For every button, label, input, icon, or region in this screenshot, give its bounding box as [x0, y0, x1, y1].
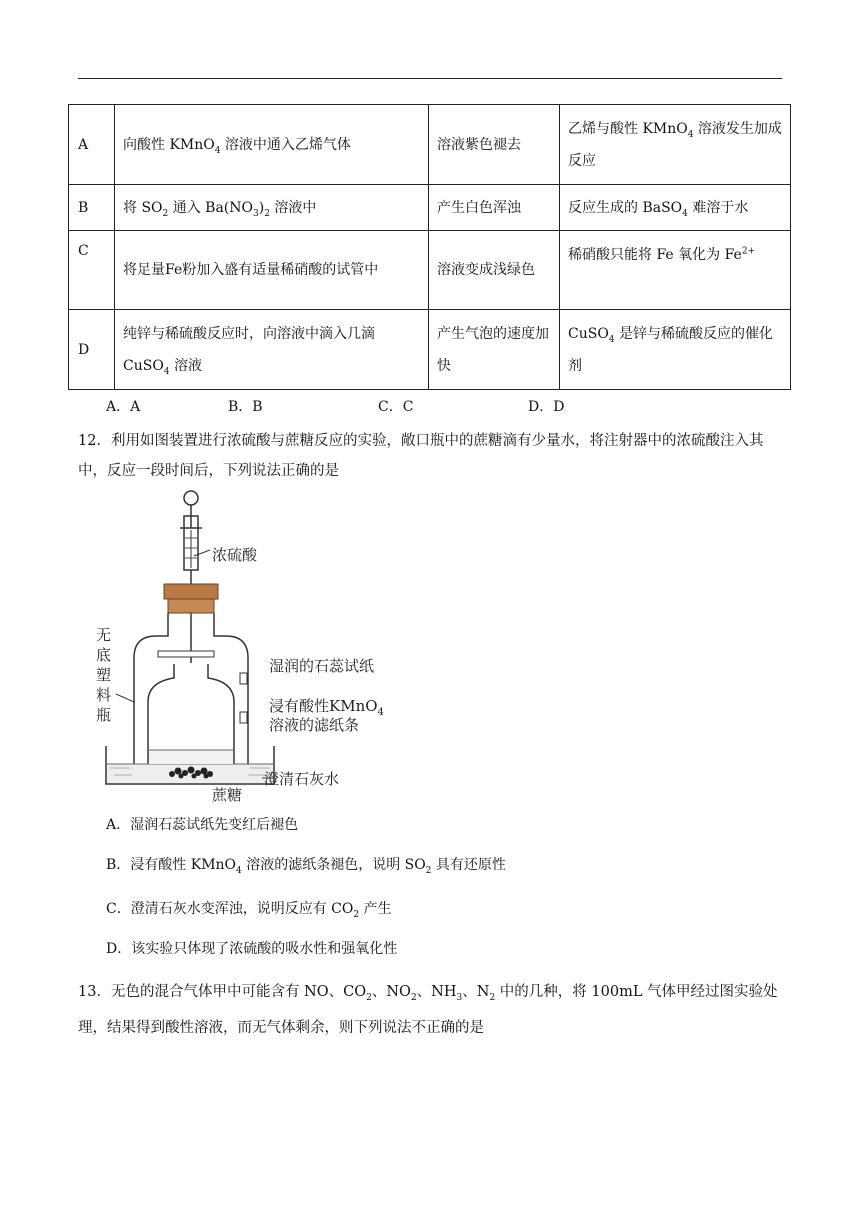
- option-a[interactable]: A．A: [106, 399, 141, 415]
- label-litmus: 湿润的石蕊试纸: [269, 657, 375, 675]
- apparatus-diagram: [90, 488, 410, 808]
- label-filter-strip: 溶液的滤纸条: [269, 716, 360, 734]
- phenomenon-cell: 产生气泡的速度加快: [429, 310, 560, 390]
- label-acid: 浓硫酸: [212, 546, 258, 564]
- table-row: [69, 231, 791, 310]
- table-row: [69, 185, 791, 231]
- table-row: [69, 310, 791, 390]
- phenomenon-cell: 溶液紫色褪去: [429, 105, 560, 185]
- operation-cell: 将 $SO_2$ 通入 $Ba(NO_3)_2$ 溶液中: [115, 185, 429, 231]
- table-row: [69, 105, 791, 185]
- q12-option-a[interactable]: A．湿润石蕊试纸先变红后褪色: [106, 817, 299, 833]
- label-bottle: 无 底 塑 料 瓶: [96, 626, 112, 724]
- kmno4-strip: [240, 712, 247, 723]
- row-label: B: [69, 185, 115, 231]
- operation-cell: 向酸性 KMnO$_4$ 溶液中通入乙烯气体: [115, 105, 429, 185]
- q13-stem: 13．无色的混合气体甲中可能含有 NO、$CO_2$、$NO_2$、$NH_3$、$N_2$ 中的几种，将 100mL 气体甲经过图实验处理，结果得到酸性溶液，而无气体剩余，则下列说法不正确的是: [78, 984, 778, 1036]
- row-label: D: [69, 310, 115, 390]
- label-sugar: 蔗糖: [212, 786, 243, 804]
- litmus-strip: [240, 673, 247, 684]
- q12-option-b[interactable]: B．浸有酸性 KMnO$_4$ 溶液的滤纸条褪色，说明 $SO_2$ 具有还原性: [106, 857, 506, 876]
- q12-option-c[interactable]: C．澄清石灰水变浑浊，说明反应有 $CO_2$ 产生: [106, 901, 392, 920]
- phenomenon-cell: 溶液变成浅绿色: [429, 231, 560, 310]
- option-c[interactable]: C．C: [378, 399, 414, 415]
- conclusion-cell: 乙烯与酸性 KMnO$_4$ 溶液发生加成反应: [560, 105, 791, 185]
- cork-bottom: [168, 599, 214, 613]
- operation-cell: 纯锌与稀硫酸反应时，向溶液中滴入几滴 CuSO$_4$ 溶液: [115, 310, 429, 390]
- q12-option-d[interactable]: D．该实验只体现了浓硫酸的吸水性和强氧化性: [106, 941, 398, 957]
- phenomenon-cell: 产生白色浑浊: [429, 185, 560, 231]
- plunger-knob: [184, 491, 198, 505]
- header-rule: [78, 78, 782, 79]
- row-label: C: [69, 231, 115, 310]
- conclusion-cell: CuSO$_4$ 是锌与稀硫酸反应的催化剂: [560, 310, 791, 390]
- option-d[interactable]: D．D: [528, 399, 565, 415]
- holder-bar: [158, 651, 214, 657]
- row-label: A: [69, 105, 115, 185]
- label-limewater: 澄清石灰水: [264, 770, 340, 788]
- conclusion-cell: 反应生成的 BaSO$_4$ 难溶于水: [560, 185, 791, 231]
- label-kmno4: 浸有酸性KMnO$_4$: [269, 697, 384, 718]
- option-b[interactable]: B．B: [228, 399, 263, 415]
- operation-cell: 将足量Fe粉加入盛有适量稀硝酸的试管中: [115, 231, 429, 310]
- q12-stem: 12．利用如图装置进行浓硫酸与蔗糖反应的实验，敞口瓶中的蔗糖滴有少量水，将注射器中的浓硫酸注入其中，反应一段时间后，下列说法正确的是: [78, 433, 764, 479]
- cork-top: [164, 584, 218, 599]
- experiment-table: [68, 104, 791, 390]
- conclusion-cell: 稀硝酸只能将 Fe 氧化为 $Fe^{2+}$: [560, 231, 791, 310]
